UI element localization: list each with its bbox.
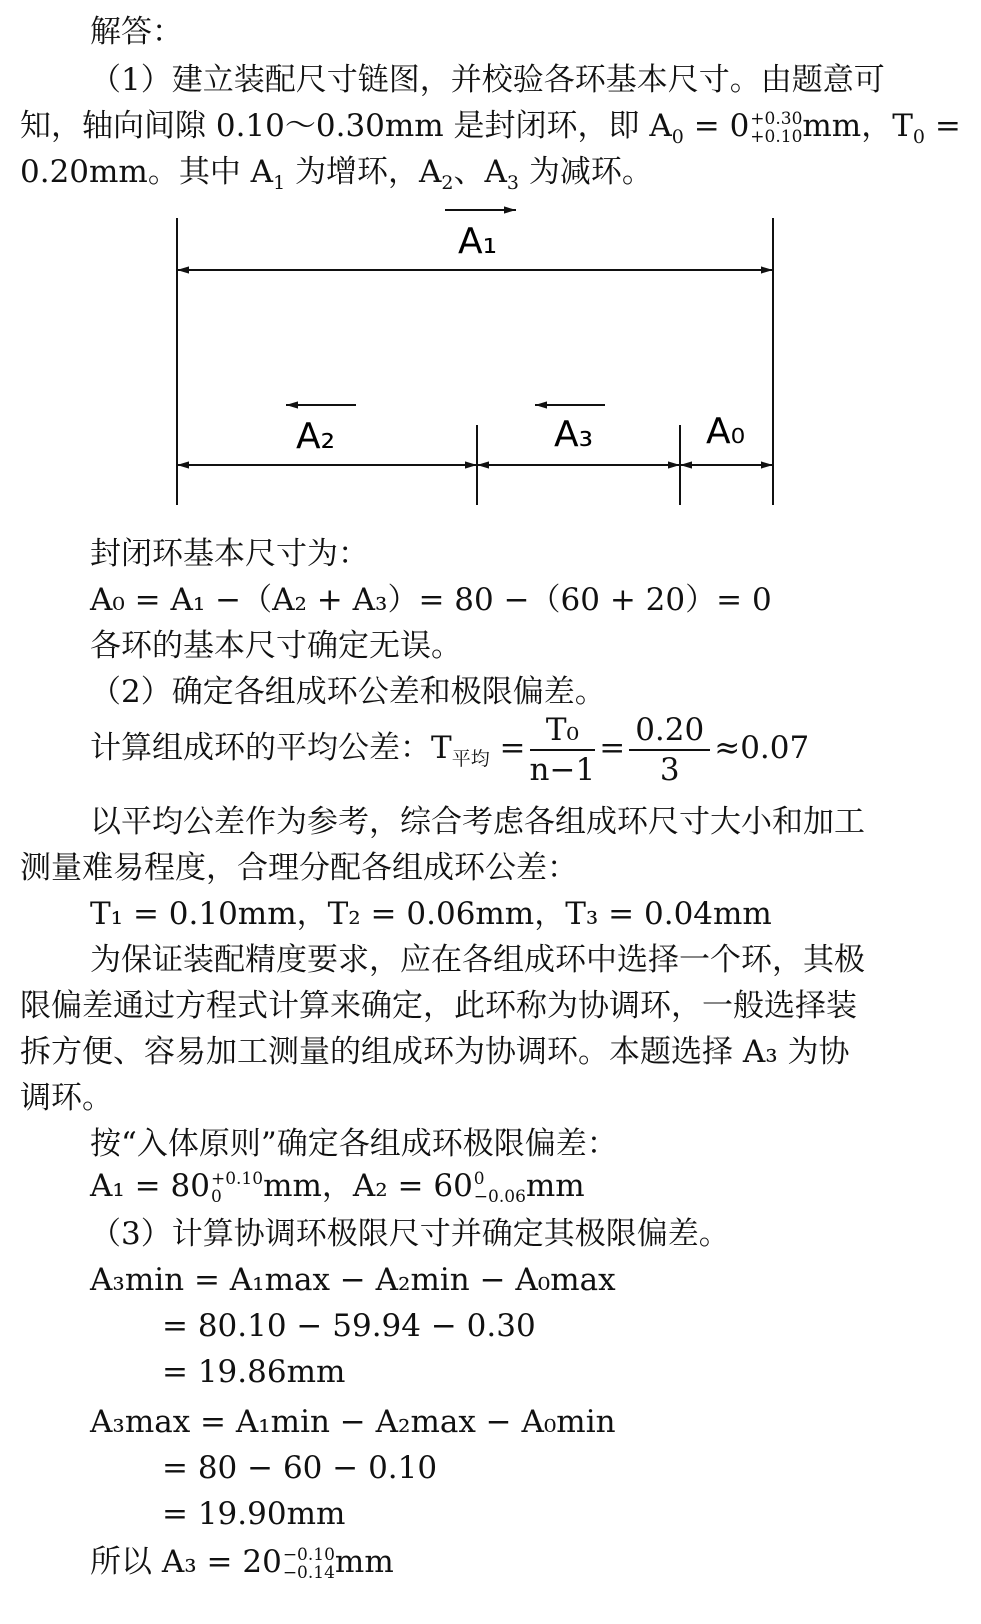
dimension-chain-diagram (140, 200, 810, 520)
closing-heading: 封闭环基本尺寸为： (90, 536, 369, 572)
a0-deviation (750, 110, 802, 146)
step1-text-h: 为减环。 (518, 154, 653, 190)
a3min-line2: = 80.10 − 59.94 − 0.30 (162, 1308, 536, 1344)
fraction-020-over-3 (629, 711, 710, 789)
a0-lower-deviation: +0.10 (750, 126, 803, 147)
fraction-t0-over-n-1 (530, 711, 596, 789)
avg-label: 计算组成环的平均公差：T (90, 730, 452, 766)
sub-0b: 0 (912, 126, 925, 148)
a3min-line3: = 19.86mm (162, 1354, 346, 1390)
result-b: mm (334, 1544, 394, 1580)
a1-upper: +0.10 (210, 1168, 264, 1189)
avg-eq2: = (599, 730, 626, 766)
step2-para2: 测量难易程度，合理分配各组成环公差： (20, 850, 578, 886)
a3-deviation (283, 1546, 335, 1582)
a3-label: A₃ (554, 414, 594, 455)
step2-para4: 限偏差通过方程式计算来确定，此环称为协调环，一般选择装 (20, 988, 857, 1024)
dev-a: A₁ = 80 (90, 1168, 210, 1204)
step2-para1: 以平均公差作为参考，综合考虑各组成环尺寸大小和加工 (90, 804, 865, 840)
frac2-den: 3 (659, 751, 680, 788)
step1-text-e: 0.20mm。其中 A (20, 154, 274, 190)
step1-text-g: 、A (453, 154, 507, 190)
a3max-line1: A₃max = A₁min − A₂max − A₀min (90, 1404, 616, 1440)
a3-lower: −0.14 (282, 1562, 335, 1583)
step1-text-a: 知，轴向间隙 0.10～0.30mm 是封闭环，即 A (20, 108, 672, 144)
tolerance-allocation: T₁ = 0.10mm，T₂ = 0.06mm，T₃ = 0.04mm (90, 896, 772, 932)
frac2-num: 0.20 (629, 711, 710, 751)
result-line (90, 1540, 394, 1584)
frac1-den: n−1 (529, 751, 596, 788)
avg-approx: ≈0.07 (714, 730, 810, 766)
closing-equation: A₀ = A₁ −（A₂ + A₃）= 80 −（60 + 20）= 0 (90, 582, 772, 618)
a1-lower: 0 (210, 1186, 222, 1207)
step2-para5: 拆方便、容易加工测量的组成环为协调环。本题选择 A₃ 为协 (20, 1034, 850, 1070)
step1-text-c: mm，T (802, 108, 913, 144)
a3min-line1: A₃min = A₁max − A₂min − A₀max (90, 1262, 616, 1298)
step1-line1: （1）建立装配尺寸链图，并校验各环基本尺寸。由题意可 (90, 62, 885, 98)
step3-heading: （3）计算协调环极限尺寸并确定其极限偏差。 (90, 1216, 730, 1252)
dev-c: mm (525, 1168, 585, 1204)
step1-line3 (20, 150, 653, 205)
avg-eq: = (489, 730, 526, 766)
a2-upper: 0 (473, 1168, 485, 1189)
a3max-line2: = 80 − 60 − 0.10 (162, 1450, 438, 1486)
step2-para7: 按“入体原则”确定各组成环极限偏差： (90, 1126, 618, 1162)
a2-label: A₂ (296, 416, 336, 457)
dev-b: mm，A₂ = 60 (263, 1168, 473, 1204)
step1-text-d: = (924, 108, 961, 144)
answer-heading: 解答： (90, 14, 183, 50)
frac1-num: T₀ (530, 711, 596, 751)
step1-text-b: = 0 (683, 108, 750, 144)
avg-sub: 平均 (451, 748, 490, 770)
step2-para3: 为保证装配精度要求，应在各组成环中选择一个环，其极 (90, 942, 865, 978)
sub-1: 1 (273, 172, 286, 194)
a3-upper: −0.10 (282, 1544, 335, 1565)
step2-heading: （2）确定各组成环公差和极限偏差。 (90, 674, 606, 710)
step1-text-f: 为增环，A (285, 154, 442, 190)
step2-para6: 调环。 (20, 1080, 113, 1116)
closing-ok: 各环的基本尺寸确定无误。 (90, 628, 462, 664)
result-a: 所以 A₃ = 20 (90, 1544, 282, 1580)
a0-label: A₀ (706, 411, 746, 452)
a1-deviation (211, 1170, 263, 1206)
sub-3: 3 (506, 172, 519, 194)
sub-2: 2 (441, 172, 454, 194)
sub-0: 0 (671, 126, 684, 148)
a1-label: A₁ (458, 221, 498, 262)
average-tolerance-line (90, 708, 809, 799)
a2-deviation (474, 1170, 526, 1206)
a3max-line3: = 19.90mm (162, 1496, 346, 1532)
a2-lower: −0.06 (473, 1186, 526, 1207)
a0-upper-deviation: +0.30 (750, 108, 803, 129)
deviation-line (90, 1164, 585, 1208)
